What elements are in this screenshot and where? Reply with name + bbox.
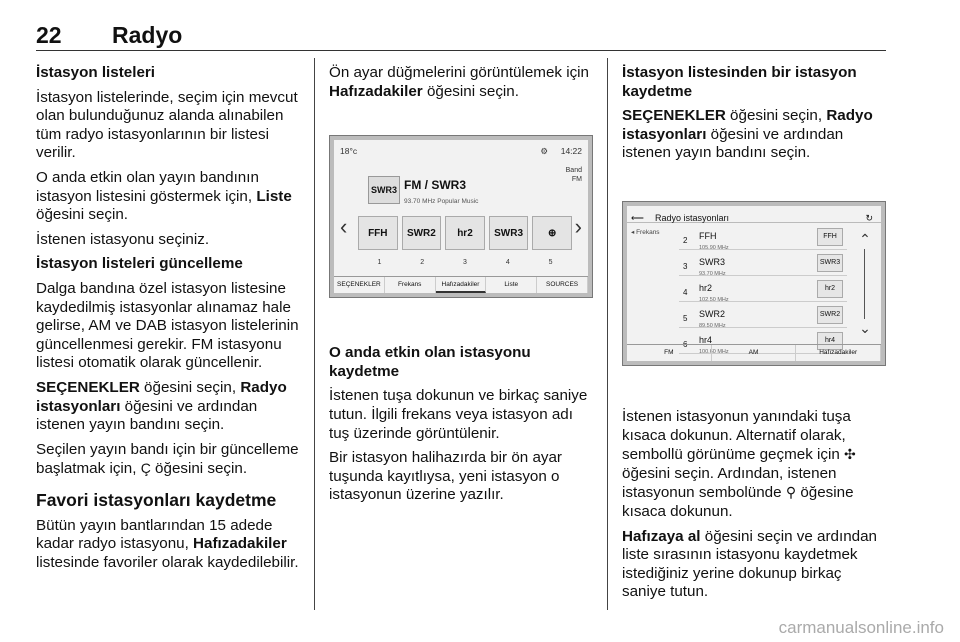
paragraph: Seçilen yayın bandı için bir güncelleme başlatmak için, Ç öğesini seçin.: [36, 440, 299, 478]
paragraph: İstenen tuşa dokunun ve birkaç saniye tutun. İlgili frekans veya istasyon adı tuş üzerinde görüntülenir.: [329, 387, 588, 442]
list-header: [627, 206, 881, 223]
band-indicator: Band FM: [565, 167, 582, 184]
preset-button[interactable]: SWR2: [402, 216, 442, 250]
store-button[interactable]: hr4: [817, 332, 843, 350]
paragraph: İstasyon listelerinde, seçim için mevcut olan bulunduğunuz alanda alınabilen tüm radyo istasyonlarının bir listesi verilir.: [36, 88, 298, 162]
page-number: 22: [36, 22, 62, 48]
store-button[interactable]: SWR3: [817, 254, 843, 272]
chevron-right-icon[interactable]: ›: [574, 214, 582, 240]
column-divider: [607, 58, 608, 610]
column-divider: [314, 58, 315, 610]
tab-frequency[interactable]: Frekans: [385, 277, 436, 293]
refresh-icon[interactable]: ↻: [865, 212, 873, 223]
preset-bar: [358, 216, 572, 250]
sort-label: ◂ Frekans: [631, 228, 660, 236]
presets-screenshot: [329, 135, 593, 298]
section-heading: İstasyon listeleri: [36, 64, 156, 81]
bottom-tabs: [627, 344, 881, 361]
paragraph: İstenen istasyonu seçiniz.: [36, 230, 210, 248]
now-playing-name: FM / SWR3: [404, 178, 466, 193]
paragraph: Hafızaya al öğesini seçin ve ardından liste sırasının istasyonu kaydetmek istediğiniz yerine dokunup birkaç saniye tutun.: [622, 527, 877, 601]
paragraph: SEÇENEKLER öğesini seçin, Radyo istasyonları öğesini ve ardından istenen yayın bandını seçin.: [622, 107, 873, 162]
tab-favorites[interactable]: Hafızadakiler: [436, 277, 487, 293]
list-item[interactable]: 4 hr2 102.50 MHz hr2: [679, 276, 847, 302]
section-heading: İstasyon listesinden bir istasyon kaydetme: [622, 64, 857, 100]
section-title: Favori istasyonları kaydetme: [36, 489, 277, 510]
preset-numbers: 1 2 3 4 5: [377, 259, 553, 267]
now-playing-freq: 93.70 MHz Popular Music: [404, 198, 479, 206]
preset-button[interactable]: SWR3: [489, 216, 529, 250]
back-arrow-icon[interactable]: ⟵: [631, 212, 644, 223]
preset-button[interactable]: FFH: [358, 216, 398, 250]
store-icon: ⚲: [785, 484, 797, 501]
paragraph: İstenen istasyonun yanındaki tuşa kısaca dokunun. Alternatif olarak, sembollü görünüme geçmek için ✣ öğesini seçin. Ardından, istenen istasyonun sembolünde ⚲ öğesine kısaca dokunun.: [622, 407, 856, 520]
paragraph: Dalga bandına özel istasyon listesine kaydedilmiş istasyonlar alınamaz hale gelirse, AM ve DAB istasyon listelerinin güncellenmesi gerekir. FM istasyonu listesi otomatik olarak güncellenir.: [36, 279, 299, 372]
scrollbar[interactable]: ⌃ ⌄: [857, 230, 873, 337]
tab-list[interactable]: Liste: [486, 277, 537, 293]
paragraph: Ön ayar düğmelerini görüntülemek için Hafızadakiler öğesini seçin.: [329, 64, 590, 100]
tab-am[interactable]: AM: [712, 345, 797, 361]
tab-favorites[interactable]: Hafızadakiler: [796, 345, 881, 361]
list-title: Radyo istasyonları: [655, 212, 730, 223]
store-button[interactable]: FFH: [817, 228, 843, 246]
column-2: [329, 64, 594, 511]
watermark: carmanualsonline.info: [778, 618, 944, 637]
paragraph: Bütün yayın bantlarından 15 adede kadar radyo istasyonu, Hafızadakiler listesinde favoriler olarak kaydedilebilir.: [36, 516, 299, 572]
tab-options[interactable]: SEÇENEKLER: [334, 277, 385, 293]
list-item[interactable]: 3 SWR3 93.70 MHz SWR3: [679, 250, 847, 276]
section-heading: İstasyon listeleri güncelleme: [36, 255, 243, 273]
column-1: [36, 64, 302, 579]
list-item[interactable]: 6 hr4 100.60 MHz hr4: [679, 328, 847, 354]
station-list-screenshot: [622, 201, 886, 366]
store-button[interactable]: SWR2: [817, 306, 843, 324]
station-logo: SWR3: [368, 176, 400, 204]
page-header: [36, 18, 886, 51]
clock: 14:22: [560, 146, 582, 157]
temperature: 18°c: [340, 146, 358, 157]
column-3: [622, 64, 888, 608]
paragraph: O anda etkin olan yayın bandının istasyon listesini göstermek için, Liste öğesini seçin.: [36, 168, 292, 224]
symbol-view-icon: ✣: [844, 446, 856, 463]
paragraph: SEÇENEKLER öğesini seçin, Radyo istasyonları öğesini ve ardından istenen yayın bandını seçin.: [36, 378, 287, 434]
tab-fm[interactable]: FM: [627, 345, 712, 361]
paragraph: Bir istasyon halihazırda bir ön ayar tuşunda kayıtlıysa, yeni istasyon o istasyonun üzerine yazılır.: [329, 449, 562, 504]
bottom-tabs: [334, 276, 588, 293]
status-bar: [334, 140, 588, 157]
add-preset-button[interactable]: ⊕: [532, 216, 572, 250]
station-list: [679, 224, 847, 354]
section-heading: O anda etkin olan istasyonu kaydetme: [329, 344, 531, 380]
gear-icon: ⚙: [540, 146, 548, 157]
store-button[interactable]: hr2: [817, 280, 843, 298]
preset-button[interactable]: hr2: [445, 216, 485, 250]
chevron-left-icon[interactable]: ‹: [340, 214, 348, 240]
list-item[interactable]: 2 FFH 105.90 MHz FFH: [679, 224, 847, 250]
refresh-icon: Ç: [140, 460, 151, 477]
page-title: Radyo: [112, 22, 183, 48]
list-item[interactable]: 5 SWR2 89.50 MHz SWR2: [679, 302, 847, 328]
tab-sources[interactable]: SOURCES: [537, 277, 588, 293]
